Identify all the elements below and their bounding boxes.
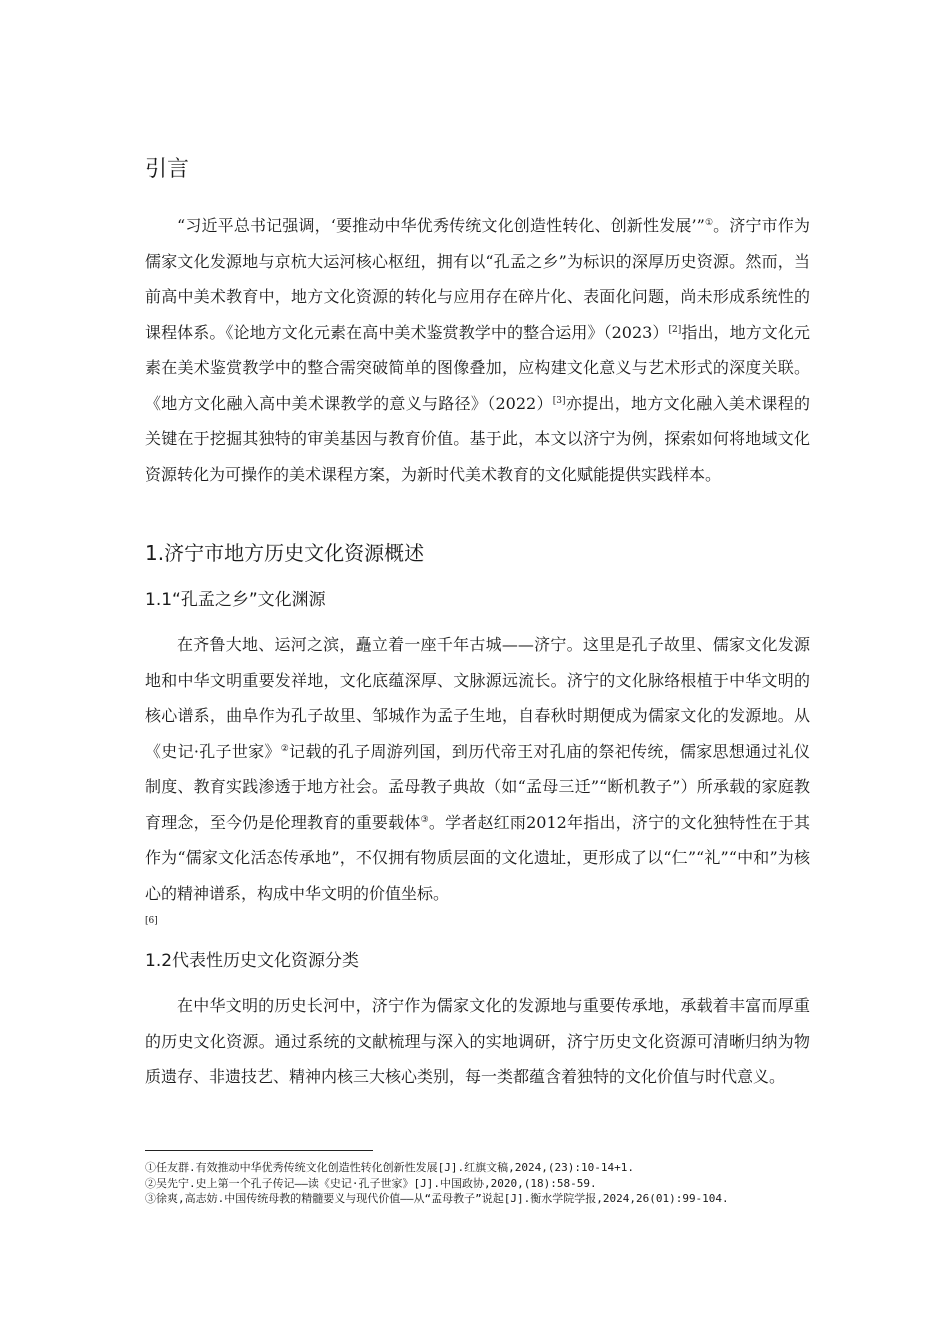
footnote-ref-1: ① — [704, 218, 714, 228]
s11-text-c: 。学者赵红雨2012年指出，济宁的文化独特性在于其作为“儒家文化活态传承地”，不仅拥有物质层面的文化遗址，更形成了以“仁”“礼”“中和”为核心的精神谱系，构成中华文明的价值坐标。 — [145, 812, 810, 903]
intro-text-d: 亦提出，地方文化融入美术课程的关键在于挖掘其独特的审美基因与教育价值。基于此，本文以济宁为例，探索如何将地域文化资源转化为可操作的美术课程方案，为新时代美术教育的文化赋能提供实践样本。 — [145, 393, 810, 484]
section-1-1-heading: 1.1“孔孟之乡”文化渊源 — [145, 590, 326, 610]
intro-heading: 引言 — [145, 157, 190, 182]
intro-text-b: 。济宁市作为儒家文化发源地与京杭大运河核心枢纽，拥有以“孔孟之乡”为标识的深厚历史资源。然而，当前高中美术教育中，地方文化资源的转化与应用存在碎片化、表面化问题，尚未形成系统性的课程体系。《论地方文化元素在高中美术鉴赏教学中的整合运用》（2023） — [145, 216, 810, 342]
section-1-2-paragraph: 在中华文明的历史长河中，济宁作为儒家文化的发源地与重要传承地，承载着丰富而厚重的历史文化资源。通过系统的文献梳理与深入的实地调研，济宁历史文化资源可清晰归纳为物质遗存、非遗技艺、精神内核三大核心类别，每一类都蕴含着独特的文化价值与时代意义。 — [145, 996, 810, 1086]
s11-text-b: 记载的孔子周游列国，到历代帝王对孔庙的祭祀传统，儒家思想通过礼仪制度、教育实践渗透于地方社会。孟母教子典故（如“孟母三迁”“断机教子”）所承载的家庭教育理念，至今仍是伦理教育的重要载体 — [145, 741, 810, 832]
intro-text-c: 指出，地方文化元素在美术鉴赏教学中的整合需突破简单的图像叠加，应构建文化意义与艺术形式的深度关联。《地方文化融入高中美术课教学的意义与路径》（2022） — [145, 322, 810, 413]
footnote-2: ②吴先宁.史上第一个孔子传记——读《史记·孔子世家》[J].中国政协,2020,(18):58-59. — [145, 1176, 597, 1190]
intro-paragraph — [145, 208, 810, 492]
s11-text-a: 在齐鲁大地、运河之滨，矗立着一座千年古城——济宁。这里是孔子故里、儒家文化发源地和中华文明重要发祥地，文化底蕴深厚、文脉源远流长。济宁的文化脉络根植于中华文明的核心谱系，曲阜作为孔子故里、邹城作为孟子生地，自春秋时期便成为儒家文化的发源地。从《史记·孔子世家》 — [145, 635, 810, 761]
footnotes — [145, 1160, 810, 1207]
footnote-ref-2: ② — [280, 743, 290, 754]
intro-text-a: “习近平总书记强调，‘要推动中华优秀传统文化创造性转化、创新性发展’” — [177, 216, 705, 235]
citation-ref-2: [2] — [668, 324, 682, 335]
footnote-3: ③徐爽,高志妨.中国传统母教的精髓要义与现代价值——从“孟母教子”说起[J].衡水学院学报,2024,26(01):99-104. — [145, 1192, 729, 1205]
citation-ref-6: [6] — [145, 916, 158, 926]
footnote-1: ①任友群.有效推动中华优秀传统文化创造性转化创新性发展[J].红旗文稿,2024,(23):10-14+1. — [145, 1161, 634, 1174]
section-1-2-heading: 1.2代表性历史文化资源分类 — [145, 951, 360, 971]
footnote-ref-3: ③ — [420, 814, 429, 825]
section-1-heading: 1.济宁市地方历史文化资源概述 — [145, 541, 425, 565]
citation-ref-3: [3] — [552, 395, 566, 406]
footnote-divider — [145, 1150, 373, 1151]
section-1-1-paragraph — [145, 627, 810, 931]
